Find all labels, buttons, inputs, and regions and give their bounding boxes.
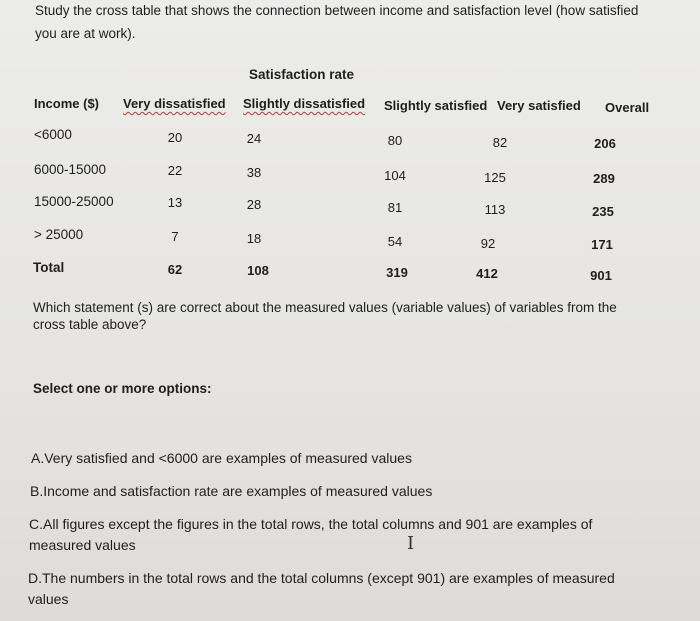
table-cell: 38	[246, 165, 262, 180]
prompt-line-1: Which statement (s) are correct about the measured values (variable values) of variables from the	[33, 300, 617, 315]
header-overall: Overall	[605, 100, 650, 115]
option-d-text-line-1: D.The numbers in the total rows and the total columns (except 901) are examples of measured	[28, 570, 615, 586]
row-label: <6000	[34, 127, 72, 142]
option-a[interactable]	[31, 448, 412, 469]
row-label: > 25000	[34, 227, 84, 242]
select-label: Select one or more options:	[33, 381, 212, 396]
table-cell: 80	[387, 133, 403, 148]
header-slightly-satisfied: Slightly satisfied	[384, 98, 488, 113]
header-very-satisfied: Very satisfied	[497, 98, 581, 113]
intro-line-1: Study the cross table that shows the connection between income and satisfaction level (how satisfied	[35, 3, 639, 18]
option-c-text-line-1: C.All figures except the figures in the total rows, the total columns and 901 are examples of	[29, 516, 593, 532]
table-cell: 28	[246, 197, 262, 212]
text-cursor-icon: I	[407, 533, 415, 554]
option-a-text: A.Very satisfied and <6000 are examples of measured values	[31, 450, 412, 466]
table-cell: 24	[246, 131, 262, 146]
header-slightly-dissatisfied: Slightly dissatisfied	[243, 96, 366, 111]
total-cell: 108	[247, 263, 269, 278]
table-cell: 104	[384, 168, 406, 183]
row-label: 6000-15000	[34, 162, 107, 177]
total-cell: 319	[386, 265, 408, 280]
option-b-text: B.Income and satisfaction rate are examples of measured values	[30, 483, 433, 499]
total-row-label: Total	[33, 260, 65, 275]
table-cell: 289	[593, 171, 615, 186]
total-cell: 412	[476, 266, 498, 281]
option-c-text-line-2: measured values	[29, 537, 136, 553]
option-b[interactable]	[30, 481, 432, 502]
option-c[interactable]	[29, 514, 592, 556]
table-cell: 113	[484, 202, 506, 217]
table-cell: 82	[492, 135, 508, 150]
table-cell: 18	[246, 231, 262, 246]
table-cell: 171	[591, 237, 613, 252]
header-income: Income ($)	[34, 96, 100, 111]
table-cell: 125	[484, 170, 506, 185]
total-cell: 62	[167, 262, 183, 277]
table-cell: 81	[387, 200, 403, 215]
table-cell: 13	[167, 195, 183, 210]
prompt-line-2: cross table above?	[33, 317, 147, 332]
header-very-dissatisfied: Very dissatisfied	[123, 96, 226, 111]
option-d[interactable]	[28, 568, 615, 610]
row-label: 15000-25000	[34, 194, 114, 209]
table-caption: Satisfaction rate	[249, 67, 355, 82]
table-cell: 22	[167, 163, 183, 178]
intro-line-2: you are at work).	[35, 26, 136, 41]
table-cell: 20	[167, 130, 183, 145]
table-cell: 235	[592, 204, 614, 219]
total-cell: 901	[590, 268, 612, 283]
table-cell: 92	[480, 236, 496, 251]
option-d-text-line-2: values	[28, 591, 69, 607]
table-cell: 7	[171, 229, 179, 244]
table-cell: 206	[594, 136, 616, 151]
table-cell: 54	[387, 234, 403, 249]
